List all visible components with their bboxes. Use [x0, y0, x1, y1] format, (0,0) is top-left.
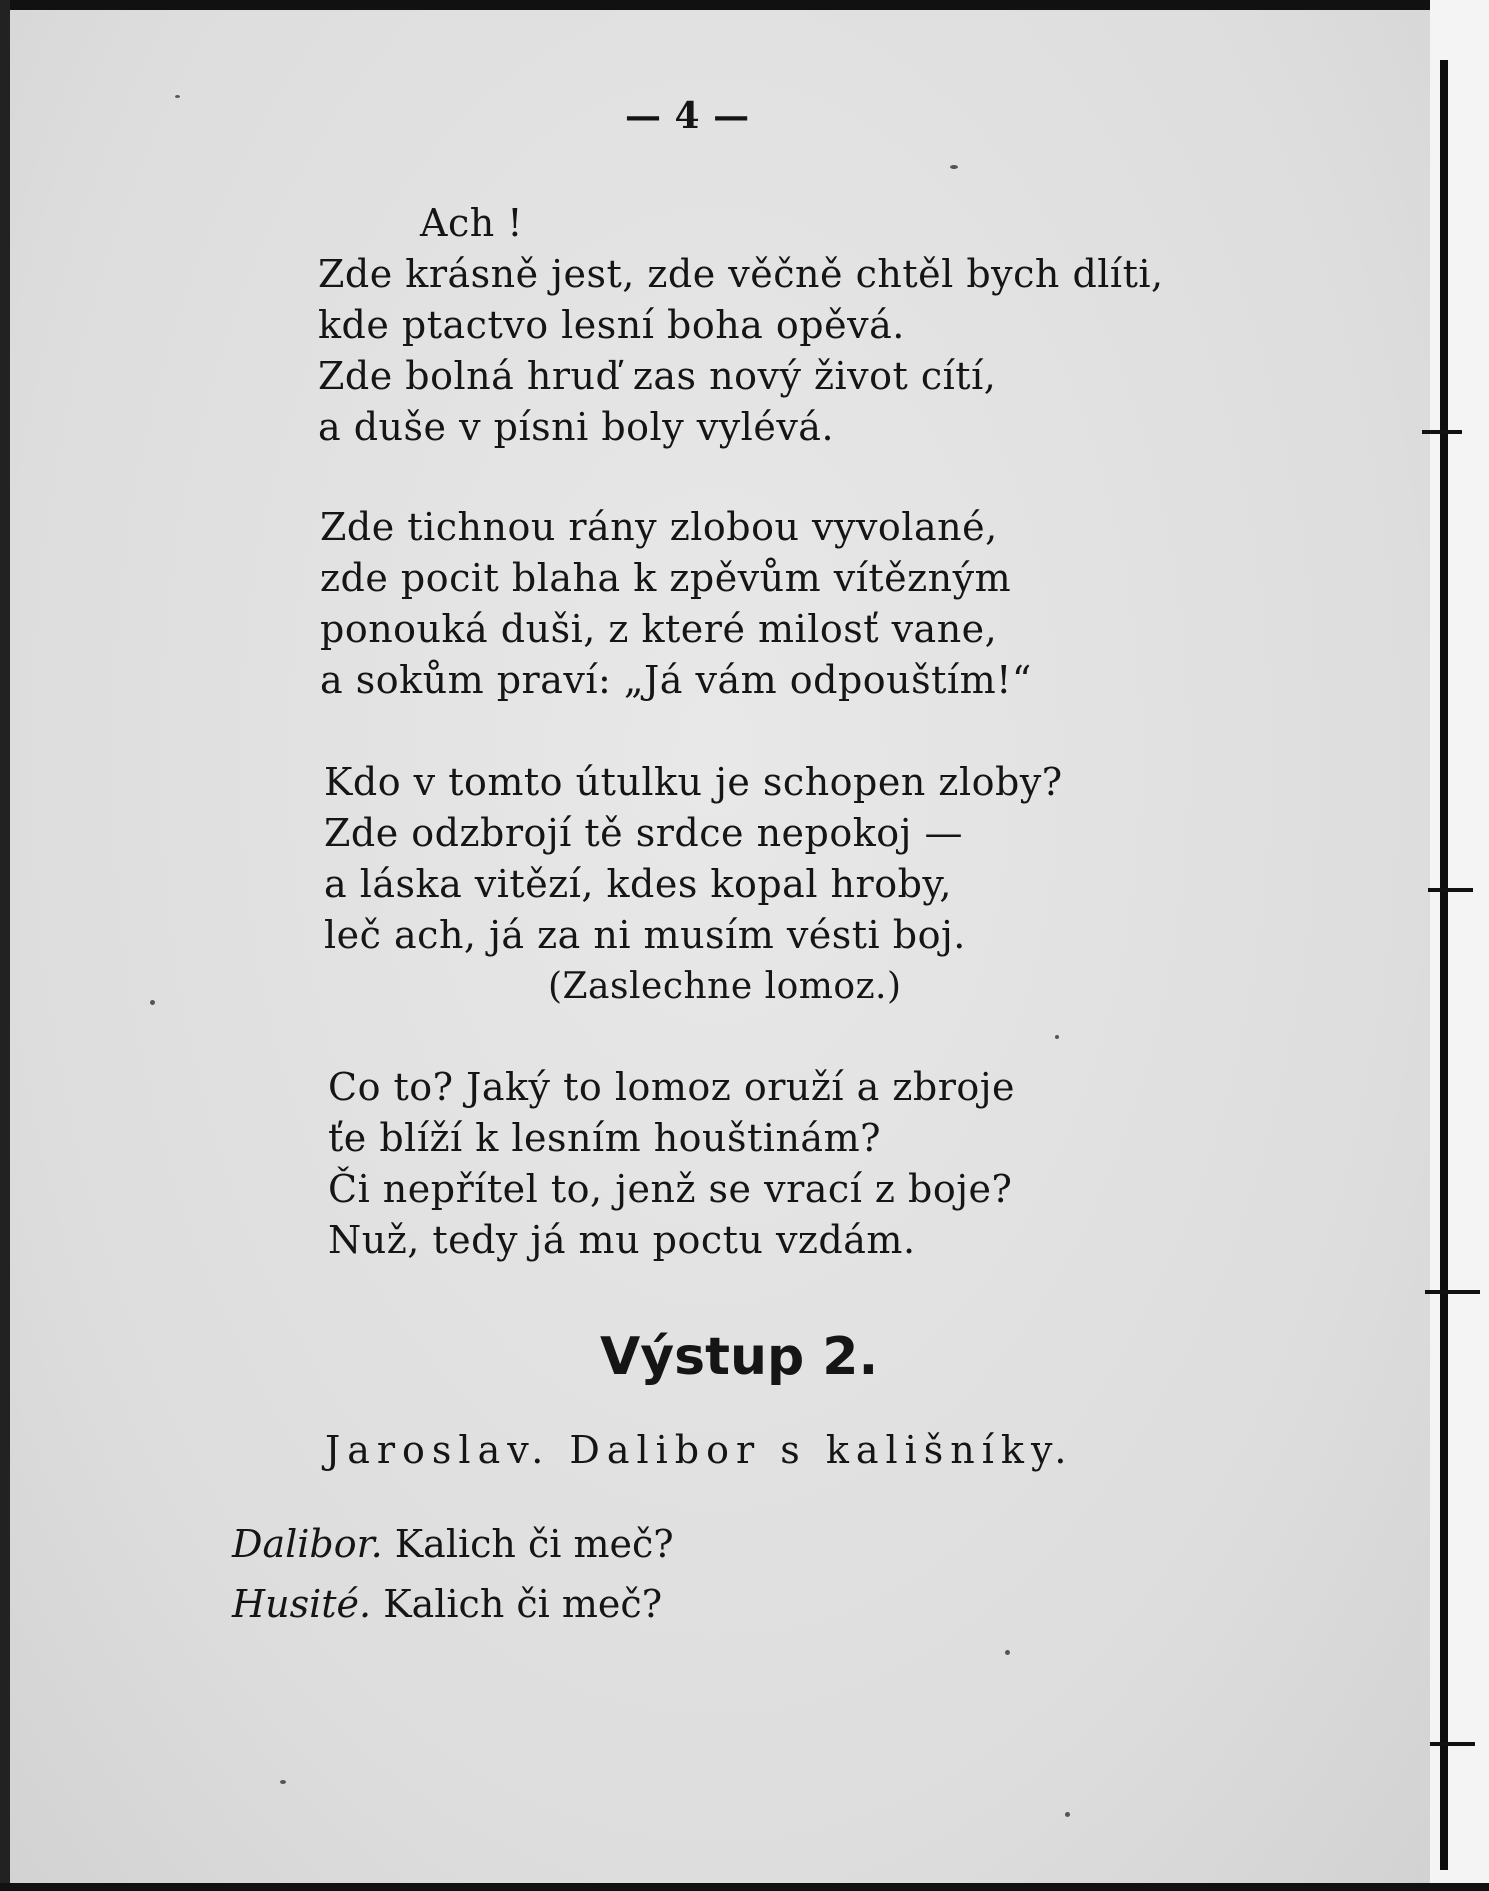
poem-line: Ach !: [420, 201, 524, 245]
poem-line: a láska vitězí, kdes kopal hroby,: [324, 862, 952, 906]
poem-line: ťe blíží k lesním houštinám?: [328, 1116, 881, 1160]
stanza-2: [320, 502, 1032, 706]
poem-line: a sokům praví: „Já vám odpouštím!“: [320, 658, 1032, 702]
spine-mark: [1430, 1742, 1475, 1746]
stanza-1: [318, 198, 1164, 453]
scene-characters: Jaroslav. Dalibor s kališníky.: [325, 1428, 1074, 1472]
poem-line: Zde tichnou rány zlobou vyvolané,: [320, 505, 998, 549]
poem-line: Kdo v tomto útulku je schopen zloby?: [324, 760, 1063, 804]
spine-mark: [1425, 1290, 1480, 1294]
dialogue-line: [232, 1574, 674, 1634]
poem-line: leč ach, já za ni musím vésti boj.: [324, 913, 966, 957]
scene-title: Výstup 2.: [600, 1327, 879, 1387]
spine-mark: [1428, 888, 1473, 892]
paper-speck: [1005, 1650, 1010, 1655]
stage-direction: (Zaslechne lomoz.): [548, 966, 902, 1007]
poem-line: Co to? Jaký to lomoz oruží a zbroje: [328, 1065, 1016, 1109]
paper-speck: [280, 1780, 286, 1784]
speech-text: Kalich či meč?: [383, 1582, 663, 1626]
poem-line: zde pocit blaha k zpěvům vítězným: [320, 556, 1012, 600]
paper-speck: [950, 165, 958, 169]
dialogue-line: [232, 1514, 674, 1574]
spine-mark: [1422, 430, 1462, 434]
poem-line: Zde bolná hruď zas nový život cítí,: [318, 354, 997, 398]
stanza-4: [328, 1062, 1015, 1266]
scan-right-margin: [1430, 0, 1489, 1891]
poem-line: a duše v písni boly vylévá.: [318, 405, 835, 449]
poem-line: Zde odzbrojí tě srdce nepokoj —: [324, 811, 964, 855]
scan-bottom-edge: [0, 1883, 1489, 1891]
speech-text: Kalich či meč?: [394, 1522, 674, 1566]
paper-speck: [1055, 1035, 1059, 1039]
poem-line: kde ptactvo lesní boha opěvá.: [318, 303, 905, 347]
poem-line: Zde krásně jest, zde věčně chtěl bych dlíti,: [318, 252, 1164, 296]
poem-line: Nuž, tedy já mu poctu vzdám.: [328, 1218, 916, 1262]
poem-line: ponouká duši, z které milosť vane,: [320, 607, 998, 651]
paper-speck: [1065, 1812, 1070, 1817]
scan-top-edge: [0, 0, 1489, 10]
stanza-3: [324, 757, 1063, 961]
poem-line: Či nepřítel to, jenž se vrací z boje?: [328, 1167, 1013, 1211]
scan-left-edge: [0, 0, 10, 1891]
book-spine: [1440, 60, 1448, 1870]
speaker-name: Dalibor.: [232, 1522, 383, 1566]
paper-speck: [175, 95, 180, 98]
paper-speck: [150, 1000, 155, 1005]
page-number: — 4 —: [625, 95, 750, 137]
dialogue: [232, 1514, 674, 1634]
speaker-name: Husité.: [232, 1582, 372, 1626]
